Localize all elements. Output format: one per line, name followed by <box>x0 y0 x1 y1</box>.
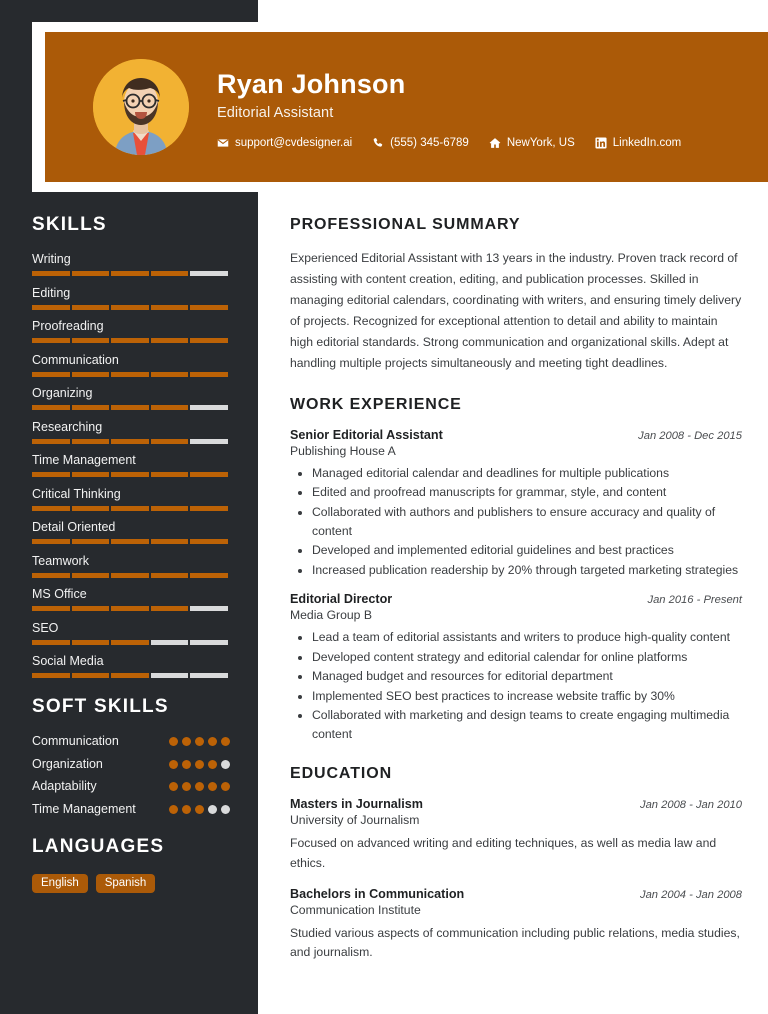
rating-dot <box>208 737 217 746</box>
language-pill: English <box>32 874 88 893</box>
rating-dot <box>221 782 230 791</box>
skill-segment <box>151 305 189 310</box>
soft-skill-rating <box>169 734 230 746</box>
rating-dot <box>208 760 217 769</box>
skill-name: Communication <box>32 352 119 367</box>
rating-dot <box>182 805 191 814</box>
skill-name: SEO <box>32 620 59 635</box>
bullet-item: • Collaborated with marketing and design teams to create engaging multimedia content <box>312 706 742 743</box>
rating-dot <box>169 760 178 769</box>
skill-segment <box>72 673 110 678</box>
soft-skills-list <box>32 734 230 818</box>
skill-level-bar <box>32 472 228 477</box>
contact-phone[interactable] <box>372 137 469 149</box>
skill-segment <box>111 539 149 544</box>
skill-segment <box>111 338 149 343</box>
skill-row <box>32 520 230 544</box>
bullet-item: • Collaborated with authors and publishers to ensure accuracy and quality of content <box>312 503 742 540</box>
skill-segment <box>151 573 189 578</box>
skill-segment <box>72 372 110 377</box>
skill-segment <box>190 573 228 578</box>
experience-entry <box>290 428 742 579</box>
entry-organization: Media Group B <box>290 608 372 623</box>
entry-date: Jan 2016 - Present <box>647 594 742 607</box>
home-icon <box>489 137 501 149</box>
contact-linkedin-label: LinkedIn.com <box>612 137 682 150</box>
skill-segment <box>151 405 189 410</box>
skill-segment <box>32 372 70 377</box>
skill-segment <box>32 640 70 645</box>
skill-segment <box>32 472 70 477</box>
skill-row <box>32 453 230 477</box>
skill-segment <box>111 305 149 310</box>
skill-segment <box>32 305 70 310</box>
rating-dot <box>182 760 191 769</box>
skill-segment <box>151 539 189 544</box>
contact-email-label: support@cvdesigner.ai <box>235 137 353 150</box>
skill-name: Critical Thinking <box>32 486 121 501</box>
skill-segment <box>111 673 149 678</box>
header-banner <box>45 32 768 182</box>
skill-segment <box>32 573 70 578</box>
skill-segment <box>111 606 149 611</box>
bullet-item: • Managed editorial calendar and deadlines for multiple publications <box>312 464 742 483</box>
candidate-name: Ryan Johnson <box>217 68 406 99</box>
skill-level-bar <box>32 372 228 377</box>
skill-segment <box>190 439 228 444</box>
skill-row <box>32 252 230 276</box>
skill-segment <box>111 372 149 377</box>
skill-segment <box>72 573 110 578</box>
skill-level-bar <box>32 405 228 410</box>
bullet-item: • Increased publication readership by 20% through targeted marketing strategies <box>312 561 742 580</box>
skill-segment <box>151 506 189 511</box>
skill-level-bar <box>32 673 228 678</box>
skill-segment <box>151 673 189 678</box>
skill-name: Writing <box>32 252 71 266</box>
envelope-icon <box>217 137 229 149</box>
skill-segment <box>72 640 110 645</box>
contact-email[interactable] <box>217 137 352 149</box>
experience-heading: WORK EXPERIENCE <box>290 395 462 413</box>
rating-dot <box>195 737 204 746</box>
skill-segment <box>111 405 149 410</box>
skill-segment <box>151 640 189 645</box>
skill-segment <box>151 472 189 477</box>
summary-heading: PROFESSIONAL SUMMARY <box>290 216 521 233</box>
skill-segment <box>72 472 110 477</box>
languages-heading: LANGUAGES <box>32 835 165 857</box>
skill-segment <box>32 271 70 276</box>
rating-dot <box>195 805 204 814</box>
entry-header <box>290 592 742 606</box>
education-list <box>290 797 742 962</box>
skill-name: Teamwork <box>32 553 89 568</box>
soft-skill-name: Communication <box>32 734 119 748</box>
skill-level-bar <box>32 573 228 578</box>
entry-date: Jan 2008 - Dec 2015 <box>638 429 742 442</box>
soft-skills-heading: SOFT SKILLS <box>32 696 169 717</box>
rating-dot <box>208 782 217 791</box>
entry-header <box>290 797 742 811</box>
bullet-item: • Lead a team of editorial assistants and writers to produce high-quality content <box>312 628 742 647</box>
skill-segment <box>151 338 189 343</box>
skill-name: Editing <box>32 285 71 300</box>
skill-level-bar <box>32 539 228 544</box>
skill-segment <box>190 506 228 511</box>
header-text-block <box>217 65 681 149</box>
skill-row <box>32 487 230 511</box>
language-pill: Spanish <box>96 874 156 893</box>
skill-segment <box>151 271 189 276</box>
skill-segment <box>72 338 110 343</box>
skill-segment <box>32 506 70 511</box>
entry-organization: Communication Institute <box>290 902 421 917</box>
soft-skill-row <box>32 779 230 795</box>
sidebar <box>0 200 258 893</box>
entry-header <box>290 428 742 442</box>
skill-segment <box>190 472 228 477</box>
skill-row <box>32 554 230 578</box>
skill-segment <box>190 338 228 343</box>
rating-dot <box>169 805 178 814</box>
rating-dot <box>169 782 178 791</box>
header-banner-frame <box>32 22 768 192</box>
contact-phone-label: (555) 345-6789 <box>390 137 469 150</box>
soft-skill-row <box>32 757 230 773</box>
entry-title: Editorial Director <box>290 592 393 607</box>
linkedin-icon <box>595 137 607 149</box>
soft-skill-name: Organization <box>32 756 103 771</box>
skill-segment <box>190 271 228 276</box>
entry-organization: Publishing House A <box>290 443 396 458</box>
avatar <box>93 59 189 155</box>
skill-segment <box>72 606 110 611</box>
skill-name: Detail Oriented <box>32 520 116 534</box>
skill-level-bar <box>32 338 228 343</box>
main-column <box>290 200 742 976</box>
skill-segment <box>151 439 189 444</box>
phone-icon <box>372 137 384 149</box>
skill-segment <box>190 305 228 310</box>
entry-header <box>290 887 742 901</box>
soft-skill-row <box>32 802 230 818</box>
skill-row <box>32 286 230 310</box>
skill-segment <box>111 506 149 511</box>
rating-dot <box>221 737 230 746</box>
entry-date: Jan 2008 - Jan 2010 <box>639 799 742 812</box>
entry-bullets <box>290 628 742 743</box>
summary-text: Experienced Editorial Assistant with 13 years in the industry. Proven track record of assisting with content creation, editing, and publication processes. Skilled in managing editorial calendars, coordinating with writers, and ensuring timely delivery of projects. Recognized for exceptional attention to detail and ability to maintain high editorial standards. Strong communication and organizational skills. Adept at handling multiple projects simultaneously and meeting tight deadlines. <box>290 251 742 370</box>
soft-skill-name: Time Management <box>32 801 136 816</box>
skill-name: Social Media <box>32 654 104 668</box>
skills-heading: SKILLS <box>32 214 107 235</box>
skill-segment <box>151 372 189 377</box>
rating-dot <box>208 805 217 814</box>
experience-entry <box>290 592 742 743</box>
skill-row <box>32 353 230 377</box>
skill-segment <box>111 271 149 276</box>
entry-title: Senior Editorial Assistant <box>290 427 443 442</box>
skill-segment <box>32 606 70 611</box>
education-entry <box>290 797 742 873</box>
soft-skill-rating <box>169 757 230 769</box>
skill-name: Researching <box>32 419 103 434</box>
bullet-item: • Developed content strategy and editorial calendar for online platforms <box>312 648 742 667</box>
skill-segment <box>32 539 70 544</box>
skill-level-bar <box>32 271 228 276</box>
rating-dot <box>182 782 191 791</box>
skill-name: Time Management <box>32 453 136 467</box>
skill-segment <box>72 539 110 544</box>
entry-date: Jan 2004 - Jan 2008 <box>639 888 742 901</box>
skill-segment <box>190 405 228 410</box>
skill-segment <box>190 673 228 678</box>
skill-segment <box>190 372 228 377</box>
skill-row <box>32 420 230 444</box>
skill-segment <box>32 338 70 343</box>
skill-segment <box>72 506 110 511</box>
skill-segment <box>72 305 110 310</box>
skill-segment <box>32 405 70 410</box>
soft-skill-name: Adaptability <box>32 779 97 794</box>
candidate-role: Editorial Assistant <box>217 105 334 122</box>
rating-dot <box>195 782 204 791</box>
contact-location[interactable] <box>489 137 575 149</box>
skills-list <box>32 252 230 678</box>
contact-location-label: NewYork, US <box>506 137 575 150</box>
skill-level-bar <box>32 606 228 611</box>
entry-description: Studied various aspects of communication including public relations, media studies, and journalism. <box>290 925 740 960</box>
bullet-item: • Edited and proofread manuscripts for grammar, style, and content <box>312 483 742 502</box>
skill-segment <box>111 640 149 645</box>
soft-skill-rating <box>169 802 230 814</box>
skill-segment <box>190 539 228 544</box>
skill-row <box>32 621 230 645</box>
skill-level-bar <box>32 439 228 444</box>
soft-skill-rating <box>169 779 230 791</box>
skill-name: Proofreading <box>32 319 104 333</box>
skill-segment <box>111 573 149 578</box>
soft-skill-row <box>32 734 230 750</box>
languages-list <box>32 874 230 893</box>
rating-dot <box>221 805 230 814</box>
skill-segment <box>72 405 110 410</box>
contact-linkedin[interactable] <box>595 137 681 149</box>
rating-dot <box>195 760 204 769</box>
skill-segment <box>32 673 70 678</box>
bullet-item: • Developed and implemented editorial guidelines and best practices <box>312 541 742 560</box>
entry-bullets <box>290 464 742 579</box>
skill-segment <box>190 606 228 611</box>
skill-segment <box>151 606 189 611</box>
entry-title: Bachelors in Communication <box>290 886 465 901</box>
skill-segment <box>111 439 149 444</box>
skill-segment <box>111 472 149 477</box>
entry-description: Focused on advanced writing and editing techniques, as well as media law and ethics. <box>290 836 717 870</box>
bullet-item: • Managed budget and resources for editorial department <box>312 667 742 686</box>
skill-segment <box>32 439 70 444</box>
education-entry <box>290 887 742 963</box>
skill-name: MS Office <box>32 587 87 601</box>
skill-level-bar <box>32 506 228 511</box>
experience-list <box>290 428 742 744</box>
bullet-item: • Implemented SEO best practices to increase website traffic by 30% <box>312 687 742 706</box>
skill-segment <box>72 439 110 444</box>
entry-organization: University of Journalism <box>290 813 420 828</box>
skill-segment <box>72 271 110 276</box>
skill-level-bar <box>32 305 228 310</box>
rating-dot <box>182 737 191 746</box>
entry-title: Masters in Journalism <box>290 797 423 812</box>
skill-row <box>32 386 230 410</box>
skill-name: Organizing <box>32 386 93 400</box>
contact-list <box>217 137 681 149</box>
rating-dot <box>169 737 178 746</box>
rating-dot <box>221 760 230 769</box>
skill-segment <box>190 640 228 645</box>
skill-row <box>32 654 230 678</box>
skill-row <box>32 587 230 611</box>
skill-row <box>32 319 230 343</box>
skill-level-bar <box>32 640 228 645</box>
education-heading: EDUCATION <box>290 765 393 783</box>
